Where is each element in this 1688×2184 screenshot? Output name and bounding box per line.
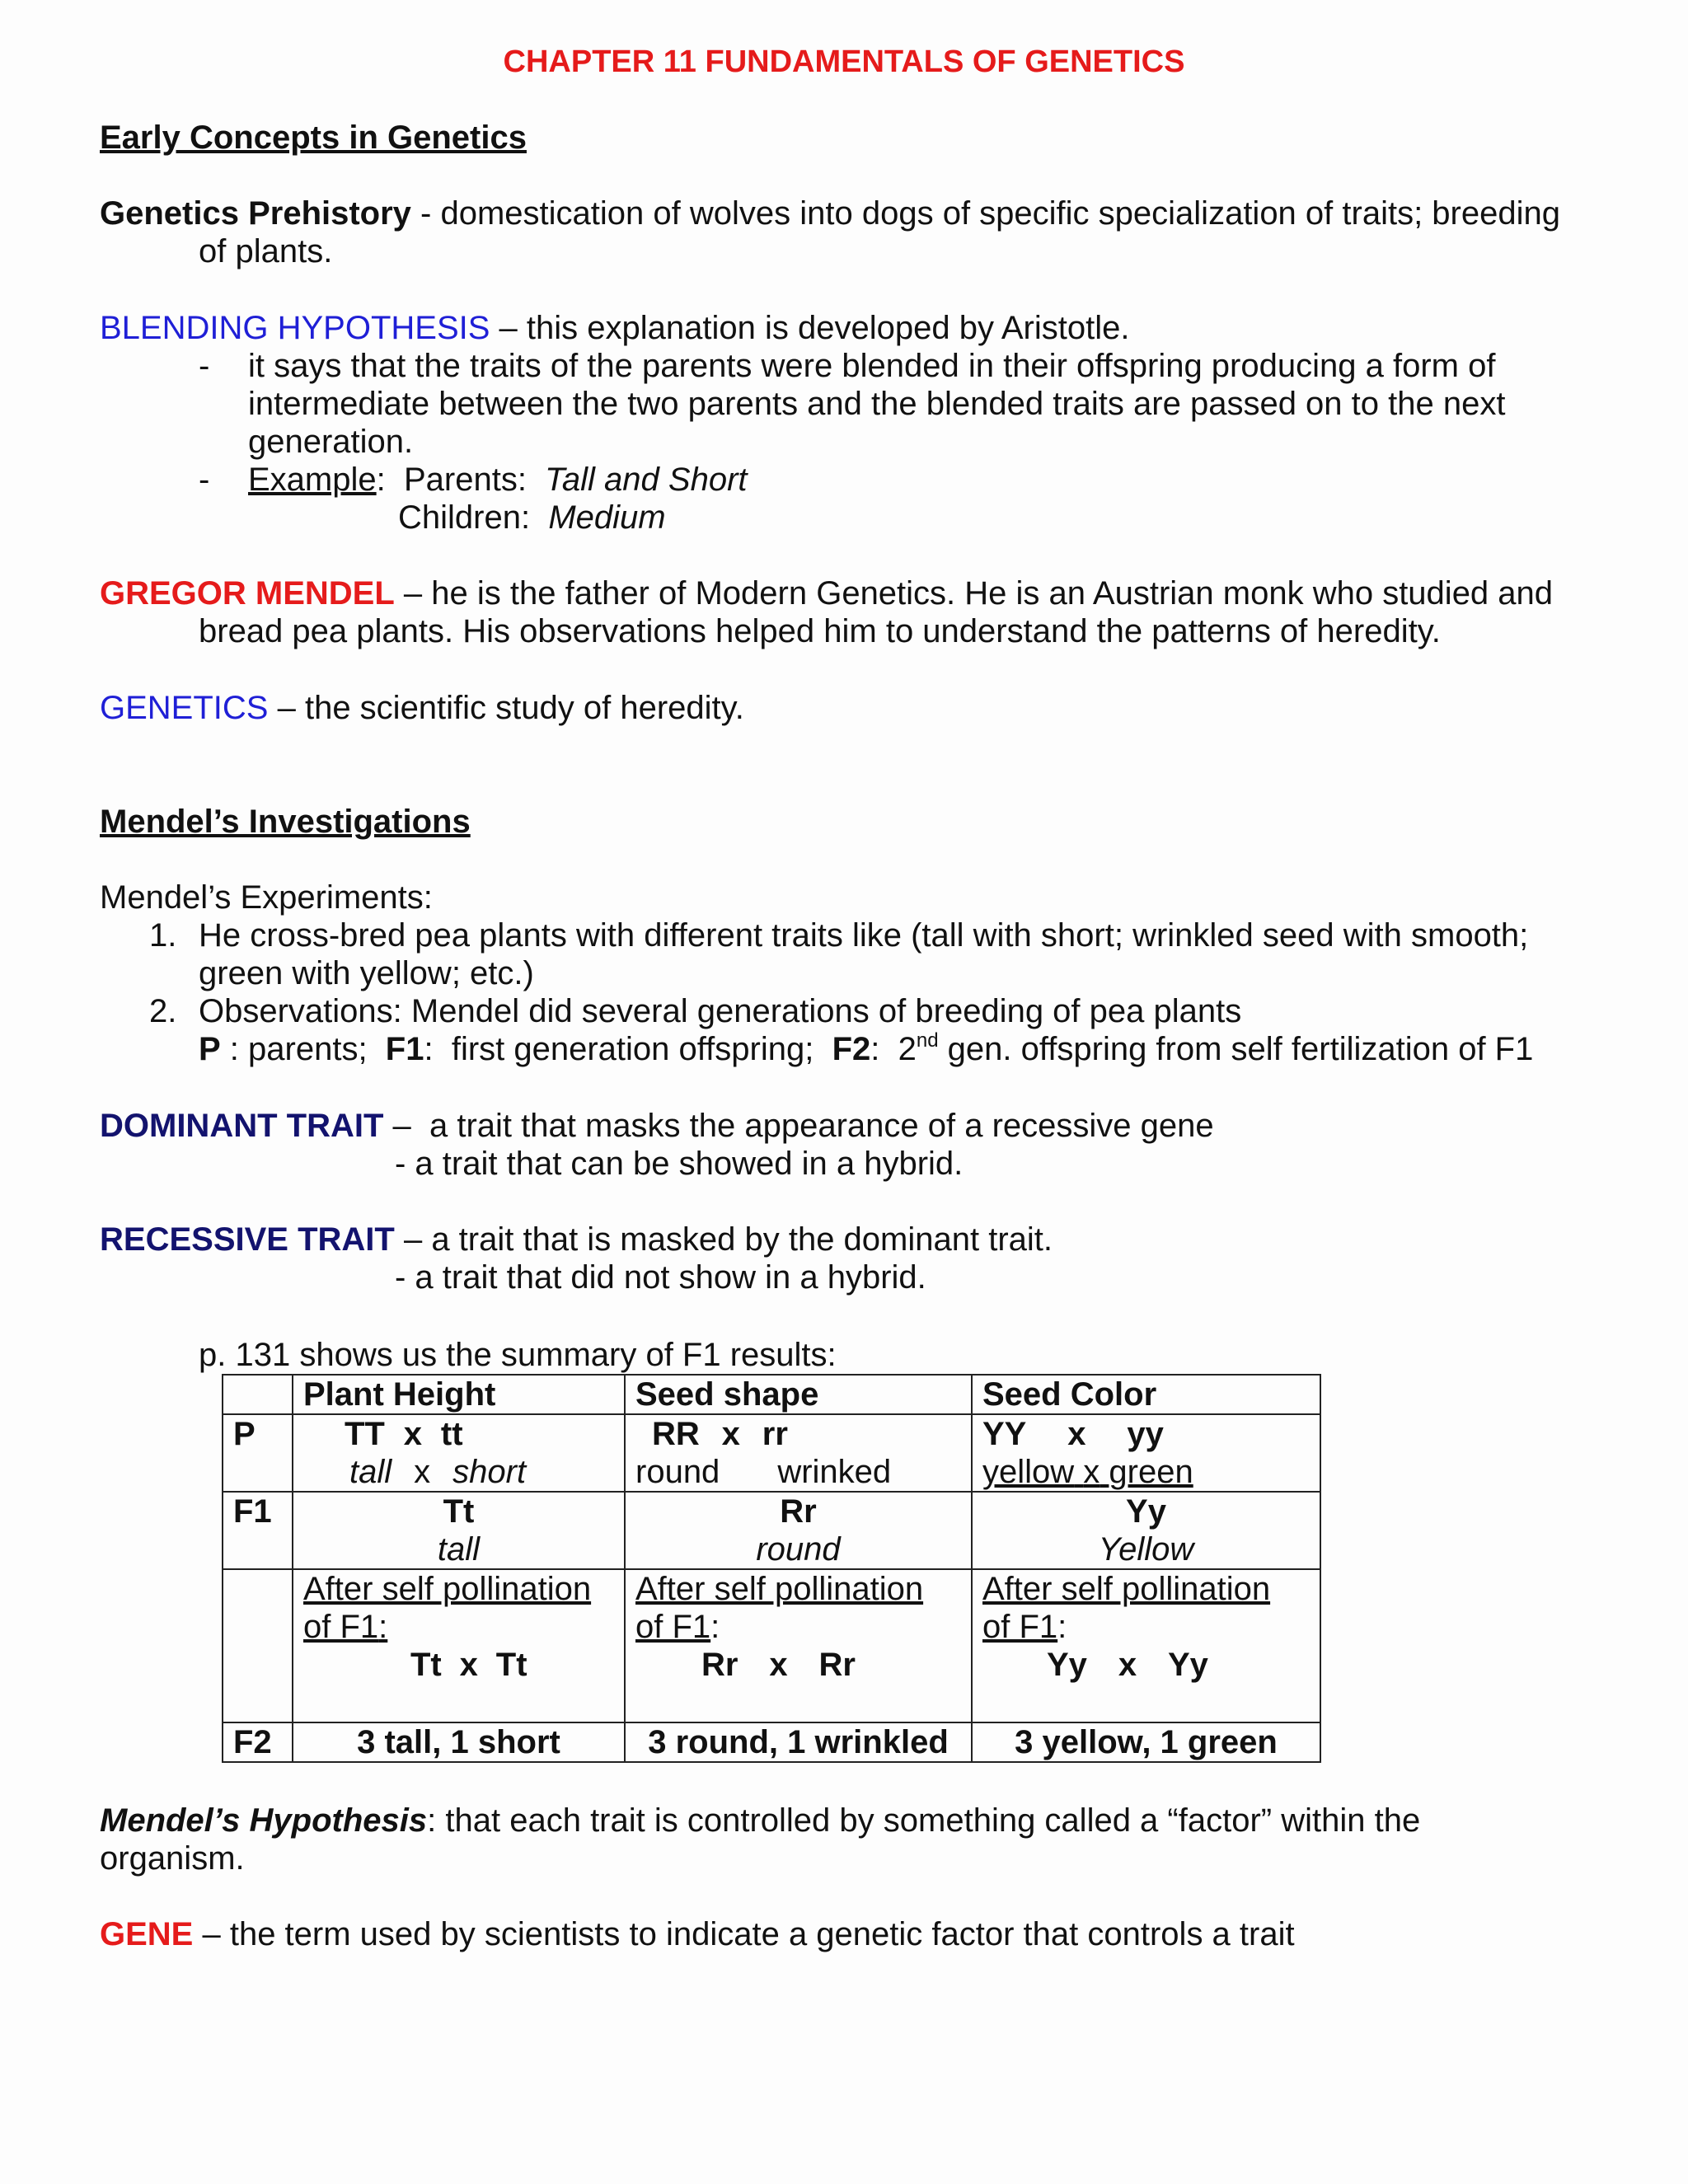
cell-f1-shape bbox=[625, 1492, 972, 1569]
cross-symbol: x bbox=[1118, 1647, 1137, 1683]
row-label-p: P bbox=[223, 1414, 293, 1492]
dominant-def-1: – a trait that masks the appearance of a recessive gene bbox=[383, 1108, 1214, 1144]
phenotype-b: short bbox=[452, 1454, 527, 1490]
phenotype-b: green bbox=[1109, 1454, 1193, 1490]
blending-bullet-line-1: it says that the traits of the parents were blended in their offspring producing a form of bbox=[248, 348, 1496, 384]
cross-symbol: x bbox=[403, 1416, 422, 1452]
dominant-term: DOMINANT TRAIT bbox=[100, 1108, 384, 1144]
phenotype-line bbox=[982, 1453, 1310, 1491]
superscript-nd: nd bbox=[916, 1029, 939, 1052]
mendel-paragraph bbox=[100, 574, 1553, 612]
genotype: Rr bbox=[780, 1493, 817, 1530]
prehistory-text-cont: of plants. bbox=[199, 233, 333, 269]
f1-results-table bbox=[222, 1374, 1321, 1763]
legend-f1: F1 bbox=[385, 1031, 424, 1067]
cell-p-height bbox=[293, 1414, 625, 1492]
hypothesis-text-cont: organism. bbox=[100, 1840, 245, 1877]
cross-symbol: x bbox=[769, 1647, 788, 1683]
experiments-label: Mendel’s Experiments: bbox=[100, 879, 433, 916]
self-pollination-label-cont: of F1 bbox=[635, 1609, 711, 1645]
table-row-self-pollination bbox=[223, 1569, 1320, 1722]
cell-f2-shape: 3 round, 1 wrinkled bbox=[625, 1722, 972, 1762]
self-pollination-label: After self pollination bbox=[303, 1571, 592, 1607]
row-label-f1: F1 bbox=[223, 1492, 293, 1569]
section-heading-early-concepts: Early Concepts in Genetics bbox=[100, 120, 527, 156]
children-value: Medium bbox=[548, 499, 666, 536]
recessive-paragraph bbox=[100, 1221, 1053, 1258]
blending-example bbox=[248, 461, 748, 499]
blending-bullet-line-2: intermediate between the two parents and the blended traits are passed on to the next bbox=[248, 386, 1506, 422]
blending-children bbox=[398, 499, 666, 537]
table-row-f2 bbox=[223, 1722, 1320, 1762]
recessive-def-1: – a trait that is masked by the dominant trait. bbox=[394, 1221, 1053, 1258]
cell-f1-color bbox=[972, 1492, 1320, 1569]
self-pollination-label-cont: of F1 bbox=[303, 1609, 379, 1645]
cell-p-color bbox=[972, 1414, 1320, 1492]
phenotype-line bbox=[303, 1453, 614, 1491]
table-caption: p. 131 shows us the summary of F1 results: bbox=[199, 1337, 837, 1373]
children-label: Children: bbox=[398, 499, 549, 536]
blending-def: – this explanation is developed by Aristotle. bbox=[490, 310, 1130, 346]
genotype-b: tt bbox=[440, 1416, 463, 1452]
mendel-term: GREGOR MENDEL bbox=[100, 575, 395, 612]
genotype-b: Tt bbox=[495, 1647, 528, 1683]
genotype-a: Yy bbox=[1047, 1647, 1087, 1683]
genotype-line bbox=[982, 1415, 1310, 1453]
cell-self-height bbox=[293, 1569, 625, 1722]
phenotype-a: round bbox=[635, 1454, 720, 1490]
row-label-f2: F2 bbox=[223, 1722, 293, 1762]
genetics-paragraph bbox=[100, 689, 744, 727]
experiment-item-1-line-1: He cross-bred pea plants with different traits like (tall with short; wrinkled seed with smooth; bbox=[199, 917, 1529, 954]
colon: : bbox=[710, 1609, 720, 1645]
cell-self-color bbox=[972, 1569, 1320, 1722]
self-pollination-label: After self pollination bbox=[982, 1571, 1271, 1607]
example-label: Example bbox=[248, 462, 377, 498]
phenotype: Yellow bbox=[1098, 1531, 1194, 1568]
genotype-a: Rr bbox=[701, 1647, 738, 1683]
cross-symbol: x bbox=[1067, 1416, 1086, 1452]
genotype-a: RR bbox=[652, 1416, 700, 1452]
legend-f2: F2 bbox=[832, 1031, 871, 1067]
genotype: Tt bbox=[443, 1493, 475, 1530]
blending-paragraph bbox=[100, 309, 1129, 347]
legend-p-def: : parents; bbox=[220, 1031, 386, 1067]
gene-def: – the term used by scientists to indicate a genetic factor that controls a trait bbox=[193, 1916, 1295, 1952]
table-row-f1 bbox=[223, 1492, 1320, 1569]
cross-symbol: x bbox=[414, 1454, 431, 1490]
hypothesis-text: : that each trait is controlled by something called a “factor” within the bbox=[427, 1802, 1421, 1839]
cell-self-shape bbox=[625, 1569, 972, 1722]
prehistory-term: Genetics Prehistory bbox=[100, 195, 411, 232]
table-row-p bbox=[223, 1414, 1320, 1492]
blending-term: BLENDING HYPOTHESIS bbox=[100, 310, 490, 346]
colon: : bbox=[1057, 1609, 1067, 1645]
cell-p-shape bbox=[625, 1414, 972, 1492]
genetics-def: – the scientific study of heredity. bbox=[268, 690, 744, 726]
self-pollination-label-cont: of F1 bbox=[982, 1609, 1058, 1645]
experiment-item-2: Observations: Mendel did several generations of breeding of pea plants bbox=[199, 993, 1242, 1029]
cell-f2-color: 3 yellow, 1 green bbox=[972, 1722, 1320, 1762]
cross-line bbox=[982, 1646, 1310, 1684]
legend-f2-def: : 2 bbox=[870, 1031, 917, 1067]
genotype-line bbox=[635, 1415, 961, 1453]
genotype-a: Tt bbox=[410, 1647, 442, 1683]
prehistory-paragraph bbox=[100, 194, 1560, 232]
header-seed-color: Seed Color bbox=[972, 1375, 1320, 1414]
mendel-text: – he is the father of Modern Genetics. He is an Austrian monk who studied and bbox=[394, 575, 1554, 612]
row-label-empty bbox=[223, 1569, 293, 1722]
hypothesis-paragraph bbox=[100, 1802, 1420, 1840]
bullet-dash: - bbox=[199, 462, 210, 498]
colon: : bbox=[378, 1609, 388, 1645]
parents-value: Tall and Short bbox=[545, 462, 748, 498]
recessive-def-2: - a trait that did not show in a hybrid. bbox=[395, 1259, 926, 1296]
phenotype-b: wrinked bbox=[777, 1454, 892, 1490]
phenotype-a: yellow bbox=[982, 1454, 1075, 1490]
bullet-dash: - bbox=[199, 348, 210, 384]
list-number-2: 2. bbox=[149, 993, 177, 1029]
table-header-row bbox=[223, 1375, 1320, 1414]
prehistory-text: - domestication of wolves into dogs of specific specialization of traits; breeding bbox=[410, 195, 1560, 232]
blending-bullet-line-3: generation. bbox=[248, 424, 414, 460]
generation-legend bbox=[199, 1030, 1533, 1068]
legend-f2-rest: gen. offspring from self fertilization of F1 bbox=[938, 1031, 1534, 1067]
phenotype: tall bbox=[437, 1531, 481, 1568]
gene-term: GENE bbox=[100, 1916, 194, 1952]
header-plant-height: Plant Height bbox=[293, 1375, 625, 1414]
genotype-b: yy bbox=[1127, 1416, 1164, 1452]
recessive-term: RECESSIVE TRAIT bbox=[100, 1221, 395, 1258]
gene-paragraph bbox=[100, 1915, 1295, 1953]
legend-p: P bbox=[199, 1031, 221, 1067]
genotype: Yy bbox=[1126, 1493, 1166, 1530]
genotype-line bbox=[303, 1415, 614, 1453]
genotype-a: YY bbox=[982, 1416, 1027, 1452]
list-number-1: 1. bbox=[149, 917, 177, 954]
cell-f1-height bbox=[293, 1492, 625, 1569]
cross-symbol: x bbox=[459, 1647, 478, 1683]
cross-line bbox=[303, 1646, 614, 1684]
cross-symbol: x bbox=[1083, 1454, 1100, 1490]
experiment-item-1-line-2: green with yellow; etc.) bbox=[199, 955, 534, 991]
phenotype: round bbox=[756, 1531, 841, 1568]
genotype-b: Rr bbox=[818, 1647, 856, 1683]
legend-f1-def: : first generation offspring; bbox=[424, 1031, 832, 1067]
parents-label: : Parents: bbox=[376, 462, 546, 498]
hypothesis-term: Mendel’s Hypothesis bbox=[100, 1802, 428, 1839]
header-seed-shape: Seed shape bbox=[625, 1375, 972, 1414]
section-heading-mendels-investigations: Mendel’s Investigations bbox=[100, 804, 471, 840]
cross-line bbox=[635, 1646, 961, 1684]
genotype-a: TT bbox=[345, 1416, 385, 1452]
genotype-b: rr bbox=[762, 1416, 788, 1452]
cell-f2-height: 3 tall, 1 short bbox=[293, 1722, 625, 1762]
mendel-text-cont: bread pea plants. His observations helped him to understand the patterns of heredity. bbox=[199, 613, 1441, 649]
phenotype-line bbox=[635, 1453, 961, 1491]
phenotype-a: tall bbox=[349, 1454, 392, 1490]
table-corner-cell bbox=[223, 1375, 293, 1414]
self-pollination-label: After self pollination bbox=[635, 1571, 924, 1607]
genotype-b: Yy bbox=[1167, 1647, 1208, 1683]
dominant-def-2: - a trait that can be showed in a hybrid. bbox=[395, 1146, 964, 1182]
genetics-term: GENETICS bbox=[100, 690, 269, 726]
page-title: CHAPTER 11 FUNDAMENTALS OF GENETICS bbox=[503, 45, 1185, 79]
dominant-paragraph bbox=[100, 1107, 1214, 1145]
cross-symbol: x bbox=[721, 1416, 740, 1452]
